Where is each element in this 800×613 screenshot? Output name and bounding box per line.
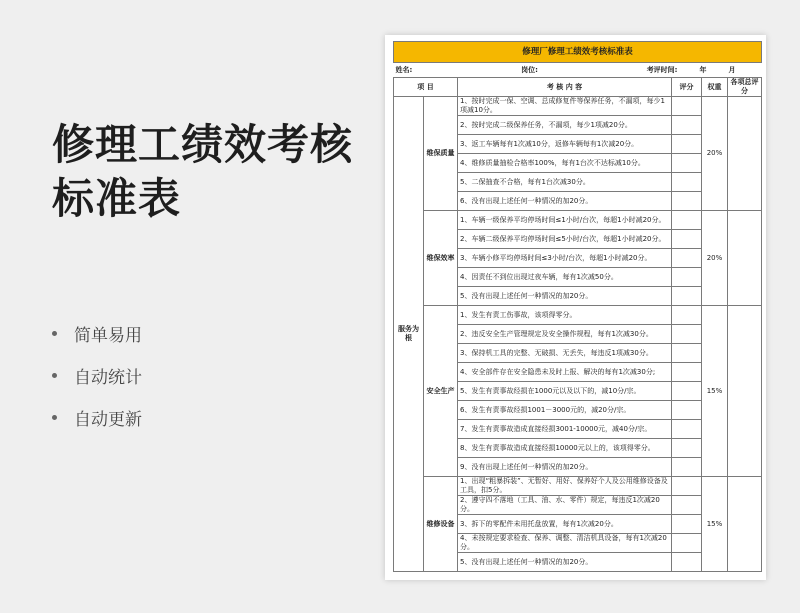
score-cell[interactable]: [672, 553, 702, 572]
criteria-cell: 9、没有出现上述任何一种情况的加20分。: [458, 458, 672, 477]
criteria-cell: 5、发生有责事故经损在1000元以及以下的，减10分/宗。: [458, 382, 672, 401]
feature-item: [52, 354, 142, 396]
group-name-cell: 维保效率: [424, 211, 458, 306]
header-item: 项 目: [394, 78, 458, 97]
criteria-cell: 4、安全部件存在安全隐患未及时上报、解决的每有1次减30分;: [458, 363, 672, 382]
criteria-cell: 4、维修质量抽检合格率100%，每有1台次不达标减10分。: [458, 154, 672, 173]
score-cell[interactable]: [672, 154, 702, 173]
criteria-cell: 2、遵守四不落地（工具、油、水、零件）规定，每违反1次减20分。: [458, 496, 672, 515]
main-group-cell: 服务为根: [394, 97, 424, 572]
score-cell[interactable]: [672, 116, 702, 135]
table-title-row: [394, 42, 762, 63]
score-cell[interactable]: [672, 268, 702, 287]
evaluation-table: [393, 41, 762, 572]
score-cell[interactable]: [672, 420, 702, 439]
score-cell[interactable]: [672, 534, 702, 553]
criteria-cell: 4、未按规定要求检查、保养、调整、清洁机具设备，每有1次减20分。: [458, 534, 672, 553]
weight-cell: 15%: [702, 306, 728, 477]
score-cell[interactable]: [672, 173, 702, 192]
group-name-cell: 安全生产: [424, 306, 458, 477]
spreadsheet-preview: [385, 35, 766, 580]
feature-item: [52, 396, 142, 438]
table-row: [394, 477, 762, 496]
score-cell[interactable]: [672, 477, 702, 496]
info-row: [394, 63, 762, 78]
weight-cell: 20%: [702, 211, 728, 306]
criteria-cell: 6、没有出现上述任何一种情况的加20分。: [458, 192, 672, 211]
criteria-cell: 8、发生有责事故造成直接经损10000元以上的，该项得零分。: [458, 439, 672, 458]
score-cell[interactable]: [672, 401, 702, 420]
total-score-cell[interactable]: [728, 477, 762, 572]
score-cell[interactable]: [672, 135, 702, 154]
table-row: [394, 211, 762, 230]
criteria-cell: 6、发生有责事故经损1001－3000元的，减20分/宗。: [458, 401, 672, 420]
bullet-dot-icon: [52, 331, 57, 336]
score-cell[interactable]: [672, 192, 702, 211]
score-cell[interactable]: [672, 249, 702, 268]
time-label: 考评时间:: [646, 65, 678, 74]
score-cell[interactable]: [672, 325, 702, 344]
criteria-cell: 4、因责任不到位出现过夜车辆，每有1次减50分。: [458, 268, 672, 287]
table-row: [394, 306, 762, 325]
score-cell[interactable]: [672, 363, 702, 382]
feature-label: 简单易用: [74, 325, 142, 346]
group-name-cell: 维修设备: [424, 477, 458, 572]
header-score: 评分: [672, 78, 702, 97]
header-content: 考 核 内 容: [458, 78, 672, 97]
bullet-dot-icon: [52, 373, 57, 378]
criteria-cell: 3、保持机工具的完整、无破损、无丢失，每违反1项减30分。: [458, 344, 672, 363]
weight-cell: 20%: [702, 97, 728, 211]
position-label: 岗位:: [521, 65, 538, 74]
feature-item: [52, 312, 142, 354]
criteria-cell: 2、按时完成二级保养任务，不漏项，每少1项减20分。: [458, 116, 672, 135]
score-cell[interactable]: [672, 382, 702, 401]
month-label: 月: [728, 65, 736, 74]
criteria-cell: 5、没有出现上述任何一种情况的加20分。: [458, 553, 672, 572]
year-label: 年: [699, 65, 707, 74]
score-cell[interactable]: [672, 97, 702, 116]
header-row: [394, 78, 762, 97]
score-cell[interactable]: [672, 211, 702, 230]
feature-label: 自动统计: [74, 367, 142, 388]
criteria-cell: 3、返工车辆每有1次减10分，返修车辆每有1次减20分。: [458, 135, 672, 154]
total-score-cell[interactable]: [728, 211, 762, 306]
table-title: 修理厂修理工绩效考核标准表: [394, 42, 762, 63]
total-score-cell[interactable]: [728, 97, 762, 211]
criteria-cell: 1、按时完成一保、空调、总成修复件等保养任务，不漏项，每少1项减10分。: [458, 97, 672, 116]
score-cell[interactable]: [672, 515, 702, 534]
score-cell[interactable]: [672, 287, 702, 306]
header-weight: 权重: [702, 78, 728, 97]
criteria-cell: 2、车辆二级保养平均停场时间≤5小时/台次，每超1小时减20分。: [458, 230, 672, 249]
score-cell[interactable]: [672, 458, 702, 477]
feature-label: 自动更新: [74, 409, 142, 430]
criteria-cell: 2、违反安全生产管理规定及安全操作规程，每有1次减30分。: [458, 325, 672, 344]
feature-list: [52, 312, 142, 438]
table-row: [394, 97, 762, 116]
total-score-cell[interactable]: [728, 306, 762, 477]
score-cell[interactable]: [672, 439, 702, 458]
score-cell[interactable]: [672, 496, 702, 515]
name-label: 姓名:: [395, 65, 413, 74]
criteria-cell: 5、二保抽查不合格，每有1台次减30分。: [458, 173, 672, 192]
group-name-cell: 维保质量: [424, 97, 458, 211]
criteria-cell: 1、发生有责工伤事故，该项得零分。: [458, 306, 672, 325]
header-total: 各项总评分: [728, 78, 762, 97]
criteria-cell: 5、没有出现上述任何一种情况的加20分。: [458, 287, 672, 306]
bullet-dot-icon: [52, 415, 57, 420]
criteria-cell: 3、拆下的零配件未用托盘放置，每有1次减20分。: [458, 515, 672, 534]
weight-cell: 15%: [702, 477, 728, 572]
criteria-cell: 7、发生有责事故造成直接经损3001-10000元，减40分/宗。: [458, 420, 672, 439]
score-cell[interactable]: [672, 306, 702, 325]
criteria-cell: 1、车辆一级保养平均停场时间≤1小时/台次，每超1小时减20分。: [458, 211, 672, 230]
criteria-cell: 1、出现“粗暴拆装”、无暂好、用好、保养好个人及公用维修设备及工具，扣5分。: [458, 477, 672, 496]
score-cell[interactable]: [672, 344, 702, 363]
criteria-cell: 3、车辆小修平均停场时间≤3小时/台次，每超1小时减20分。: [458, 249, 672, 268]
score-cell[interactable]: [672, 230, 702, 249]
slide-title: 修理工绩效考核标准表: [52, 120, 354, 223]
